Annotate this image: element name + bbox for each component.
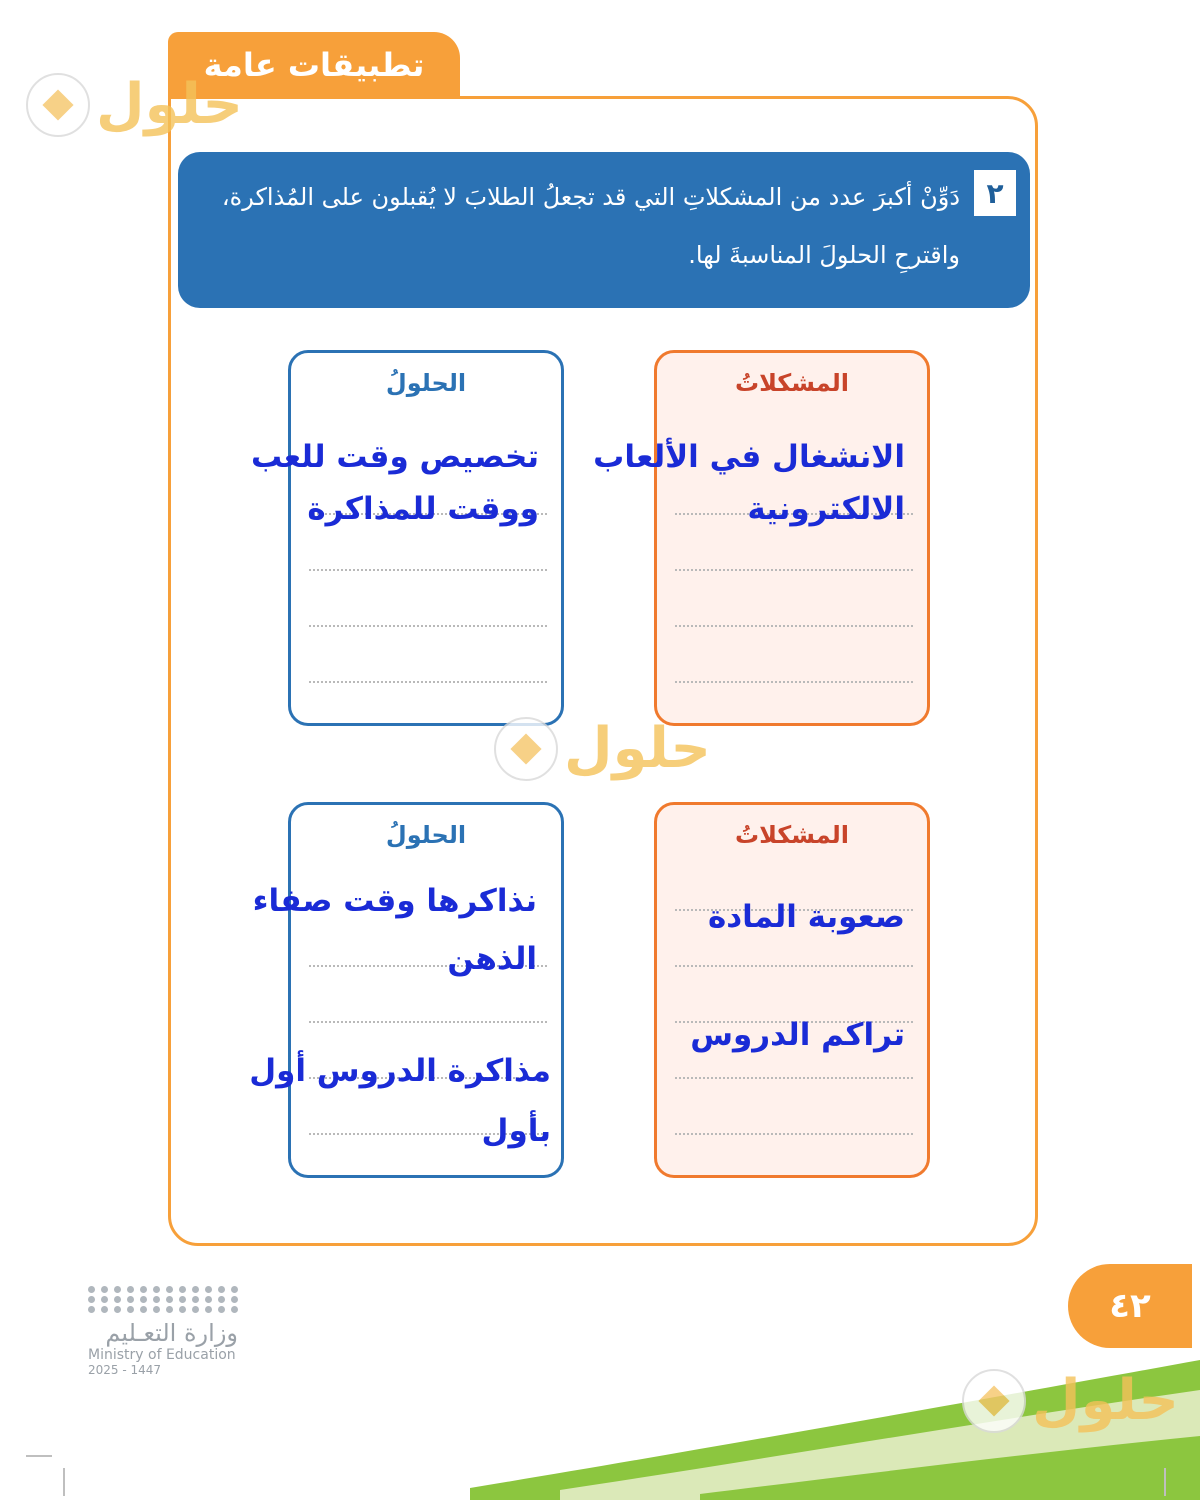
problems-card-2 bbox=[654, 802, 930, 1178]
watermark-logo bbox=[26, 72, 243, 137]
handwritten-answer: الانشغال في الألعاب bbox=[593, 439, 905, 475]
answer-line bbox=[675, 1133, 913, 1135]
handwritten-answer: ووقت للمذاكرة bbox=[307, 491, 539, 527]
question-number: ٢ bbox=[974, 170, 1016, 216]
answer-line bbox=[675, 569, 913, 571]
answer-line bbox=[675, 681, 913, 683]
answer-line bbox=[309, 625, 547, 627]
handwritten-answer: الذهن bbox=[447, 941, 537, 977]
ministry-emblem-icon bbox=[88, 1286, 238, 1313]
ministry-name-ar: وزارة التعـليم bbox=[105, 1319, 238, 1347]
watermark-icon bbox=[494, 717, 558, 781]
problems-title: المشكلاتُ bbox=[734, 369, 850, 397]
handwritten-answer: صعوبة المادة bbox=[707, 899, 905, 935]
question-bar bbox=[178, 152, 1030, 308]
answer-line bbox=[675, 625, 913, 627]
watermark-icon bbox=[26, 73, 90, 137]
question-text: دَوِّنْ أكبرَ عدد من المشكلاتِ التي قد تجعلُ الطلابَ لا يُقبلون على المُذاكرة، واقترحِ الحلولَ المناسبةَ لها. bbox=[221, 183, 960, 269]
solutions-card-1 bbox=[250, 350, 564, 726]
watermark-text: حلول bbox=[1032, 1368, 1179, 1433]
ministry-name-en: Ministry of Education bbox=[88, 1347, 236, 1363]
handwritten-answer: تراكم الدروس bbox=[690, 1017, 905, 1053]
answer-line bbox=[675, 965, 913, 967]
answer-line bbox=[309, 681, 547, 683]
handwritten-answer: تخصيص وقت للعب bbox=[250, 439, 539, 475]
answer-line bbox=[675, 1077, 913, 1079]
watermark-text: حلول bbox=[96, 72, 243, 137]
solutions-title: الحلولُ bbox=[385, 821, 467, 849]
handwritten-answer: بأول bbox=[481, 1113, 551, 1149]
handwritten-answer: مذاكرة الدروس أول bbox=[249, 1053, 551, 1089]
answer-line bbox=[309, 1021, 547, 1023]
problems-title: المشكلاتُ bbox=[734, 821, 850, 849]
watermark-text: حلول bbox=[564, 716, 711, 781]
handwritten-answer: نذاكرها وقت صفاء bbox=[252, 883, 537, 919]
problems-card-1 bbox=[593, 350, 930, 726]
handwritten-answer: الالكترونية bbox=[747, 491, 905, 527]
answer-line bbox=[309, 569, 547, 571]
section-tab-label: تطبيقات عامة bbox=[203, 46, 425, 84]
solutions-title: الحلولُ bbox=[385, 369, 467, 397]
solutions-card-2 bbox=[249, 802, 564, 1178]
page-number: ٤٢ bbox=[1068, 1264, 1192, 1348]
watermark-icon bbox=[962, 1369, 1026, 1433]
watermark-logo bbox=[494, 716, 711, 781]
ministry-logo bbox=[88, 1286, 238, 1377]
ministry-year: 2025 - 1447 bbox=[88, 1363, 162, 1377]
watermark-logo bbox=[962, 1368, 1179, 1433]
